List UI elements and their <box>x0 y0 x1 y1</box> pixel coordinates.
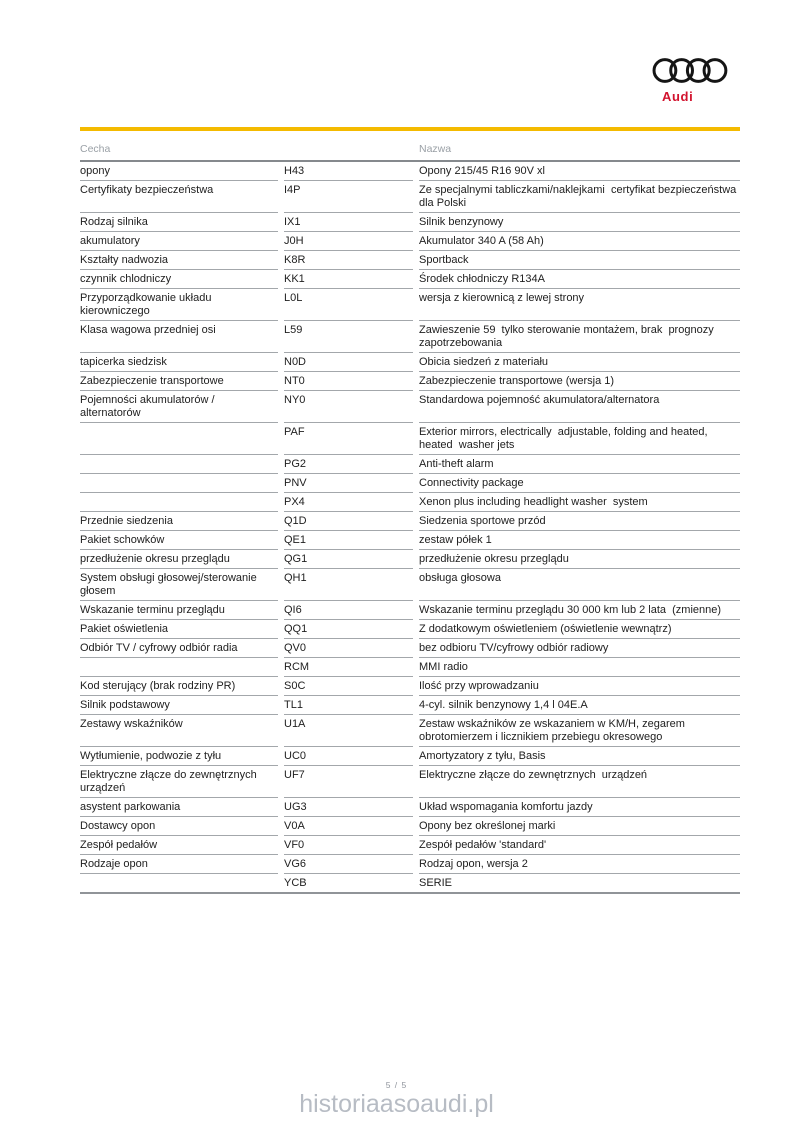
feature-cell: tapicerka siedzisk <box>80 353 278 372</box>
name-cell: Silnik benzynowy <box>419 213 740 232</box>
name-cell: MMI radio <box>419 658 740 677</box>
code-cell: YCB <box>284 876 307 889</box>
code-cell: QE1 <box>284 531 413 550</box>
table-row <box>80 270 740 289</box>
audi-rings-icon <box>652 57 728 84</box>
table-row <box>80 658 740 677</box>
name-cell: Akumulator 340 A (58 Ah) <box>419 232 740 251</box>
code-cell: Q1D <box>284 512 413 531</box>
table-row <box>80 232 740 251</box>
column-header-feature: Cecha <box>80 143 111 155</box>
code-cell: N0D <box>284 353 413 372</box>
code-cell: L59 <box>284 321 413 353</box>
table-row <box>80 391 740 423</box>
table-row <box>80 251 740 270</box>
code-cell: RCM <box>284 658 413 677</box>
table-row <box>80 474 740 493</box>
name-cell: Środek chłodniczy R134A <box>419 270 740 289</box>
code-cell: KK1 <box>284 270 413 289</box>
audi-wordmark: Audi <box>662 89 694 104</box>
table-row <box>80 181 740 213</box>
feature-cell: Elektryczne złącze do zewnętrznych urządzeń <box>80 766 278 798</box>
name-cell: Zespół pedałów 'standard' <box>419 836 740 855</box>
name-cell: bez odbioru TV/cyfrowy odbiór radiowy <box>419 639 740 658</box>
feature-cell: Rodzaje opon <box>80 855 278 874</box>
code-cell: H43 <box>284 162 413 181</box>
code-cell: I4P <box>284 181 413 213</box>
code-cell: PNV <box>284 474 413 493</box>
feature-cell <box>80 455 278 474</box>
feature-cell: akumulatory <box>80 232 278 251</box>
code-cell: V0A <box>284 817 413 836</box>
feature-cell: asystent parkowania <box>80 798 278 817</box>
code-cell: K8R <box>284 251 413 270</box>
table-row <box>80 353 740 372</box>
table-row <box>80 696 740 715</box>
name-cell: Obicia siedzeń z materiału <box>419 353 740 372</box>
feature-cell: Zespół pedałów <box>80 836 278 855</box>
name-cell: Amortyzatory z tyłu, Basis <box>419 747 740 766</box>
name-cell: Zabezpieczenie transportowe (wersja 1) <box>419 372 740 391</box>
name-cell: Wskazanie terminu przeglądu 30 000 km lub 2 lata (zmienne) <box>419 601 740 620</box>
table-row <box>80 493 740 512</box>
table-row <box>80 874 740 892</box>
table-row <box>80 372 740 391</box>
code-cell: VF0 <box>284 836 413 855</box>
table-row <box>80 289 740 321</box>
feature-cell: Zabezpieczenie transportowe <box>80 372 278 391</box>
name-cell: 4-cyl. silnik benzynowy 1,4 l 04E.A <box>419 696 740 715</box>
code-cell: S0C <box>284 677 413 696</box>
feature-cell <box>80 423 278 455</box>
name-cell: Anti-theft alarm <box>419 455 740 474</box>
feature-cell <box>80 874 278 892</box>
feature-cell: Klasa wagowa przedniej osi <box>80 321 278 353</box>
name-cell: Elektryczne złącze do zewnętrznych urządzeń <box>419 766 740 798</box>
code-cell: IX1 <box>284 213 413 232</box>
name-cell: zestaw półek 1 <box>419 531 740 550</box>
table-row <box>80 715 740 747</box>
table-row <box>80 601 740 620</box>
feature-cell: Zestawy wskaźników <box>80 715 278 747</box>
feature-cell: Certyfikaty bezpieczeństwa <box>80 181 278 213</box>
feature-cell: Rodzaj silnika <box>80 213 278 232</box>
code-cell: QQ1 <box>284 620 413 639</box>
feature-cell: Kształty nadwozia <box>80 251 278 270</box>
table-row <box>80 321 740 353</box>
name-cell: Opony 215/45 R16 90V xl <box>419 162 740 181</box>
table-row <box>80 620 740 639</box>
code-cell: UG3 <box>284 798 413 817</box>
watermark-text: historiaasoaudi.pl <box>299 1090 494 1118</box>
table-row <box>80 531 740 550</box>
name-cell: wersja z kierownicą z lewej strony <box>419 289 740 321</box>
table-body <box>80 162 740 894</box>
name-cell: Układ wspomagania komfortu jazdy <box>419 798 740 817</box>
feature-cell: Przyporządkowanie układu kierowniczego <box>80 289 278 321</box>
feature-cell <box>80 474 278 493</box>
feature-cell <box>80 658 278 677</box>
brand-block <box>652 57 734 104</box>
feature-cell: Pojemności akumulatorów / alternatorów <box>80 391 278 423</box>
name-cell: obsługa głosowa <box>419 569 740 601</box>
code-cell: NY0 <box>284 391 413 423</box>
name-cell: Rodzaj opon, wersja 2 <box>419 855 740 874</box>
table-row <box>80 162 740 181</box>
table-row <box>80 836 740 855</box>
table-row <box>80 817 740 836</box>
feature-cell: Wytłumienie, podwozie z tyłu <box>80 747 278 766</box>
feature-cell: czynnik chlodniczy <box>80 270 278 289</box>
column-header-name: Nazwa <box>419 143 452 155</box>
code-cell: QV0 <box>284 639 413 658</box>
table-row <box>80 213 740 232</box>
code-cell: PX4 <box>284 493 413 512</box>
column-header-code <box>284 143 413 156</box>
feature-cell: Silnik podstawowy <box>80 696 278 715</box>
table-row <box>80 747 740 766</box>
code-cell: PAF <box>284 423 413 455</box>
accent-divider <box>80 127 740 131</box>
name-cell: Standardowa pojemność akumulatora/alternatora <box>419 391 740 423</box>
feature-cell: Wskazanie terminu przeglądu <box>80 601 278 620</box>
name-cell: Exterior mirrors, electrically adjustable, folding and heated, heated washer jets <box>419 423 740 455</box>
name-cell: przedłużenie okresu przeglądu <box>419 550 740 569</box>
name-cell: Ilość przy wprowadzaniu <box>419 677 740 696</box>
code-cell: PG2 <box>284 455 413 474</box>
table-row <box>80 455 740 474</box>
feature-cell: Kod sterujący (brak rodziny PR) <box>80 677 278 696</box>
feature-cell: opony <box>80 162 278 181</box>
table-row <box>80 766 740 798</box>
code-cell: L0L <box>284 289 413 321</box>
feature-cell: Pakiet oświetlenia <box>80 620 278 639</box>
feature-cell: Dostawcy opon <box>80 817 278 836</box>
code-cell: QH1 <box>284 569 413 601</box>
table-row <box>80 855 740 874</box>
name-cell: Zawieszenie 59 tylko sterowanie montażem, brak prognozy zapotrzebowania <box>419 321 740 353</box>
table-row <box>80 512 740 531</box>
feature-cell: Odbiór TV / cyfrowy odbiór radia <box>80 639 278 658</box>
name-cell: Z dodatkowym oświetleniem (oświetlenie wewnątrz) <box>419 620 740 639</box>
feature-cell <box>80 493 278 512</box>
table-row <box>80 798 740 817</box>
feature-cell: Przednie siedzenia <box>80 512 278 531</box>
code-cell: U1A <box>284 715 413 747</box>
code-cell: NT0 <box>284 372 413 391</box>
table-row <box>80 423 740 455</box>
code-cell: QG1 <box>284 550 413 569</box>
code-cell: TL1 <box>284 696 413 715</box>
feature-cell: Pakiet schowków <box>80 531 278 550</box>
name-cell: Zestaw wskaźników ze wskazaniem w KM/H, zegarem obrotomierzem i licznikiem przebiegu okresowego <box>419 715 740 747</box>
name-cell: Opony bez określonej marki <box>419 817 740 836</box>
equipment-table <box>80 143 740 894</box>
name-cell: Xenon plus including headlight washer system <box>419 493 740 512</box>
code-cell: VG6 <box>284 855 413 874</box>
name-cell: SERIE <box>419 876 453 889</box>
table-row <box>80 569 740 601</box>
name-cell: Siedzenia sportowe przód <box>419 512 740 531</box>
code-cell: UC0 <box>284 747 413 766</box>
table-row <box>80 639 740 658</box>
table-header-row <box>80 143 740 162</box>
page-number: 5 / 5 <box>385 1080 408 1090</box>
feature-cell: System obsługi głosowej/sterowanie głosem <box>80 569 278 601</box>
name-cell: Sportback <box>419 251 740 270</box>
code-cell: UF7 <box>284 766 413 798</box>
feature-cell: przedłużenie okresu przeglądu <box>80 550 278 569</box>
code-cell: J0H <box>284 232 413 251</box>
name-cell: Ze specjalnymi tabliczkami/naklejkami certyfikat bezpieczeństwa dla Polski <box>419 181 740 213</box>
table-row <box>80 550 740 569</box>
code-cell: QI6 <box>284 601 413 620</box>
name-cell: Connectivity package <box>419 474 740 493</box>
table-row <box>80 677 740 696</box>
